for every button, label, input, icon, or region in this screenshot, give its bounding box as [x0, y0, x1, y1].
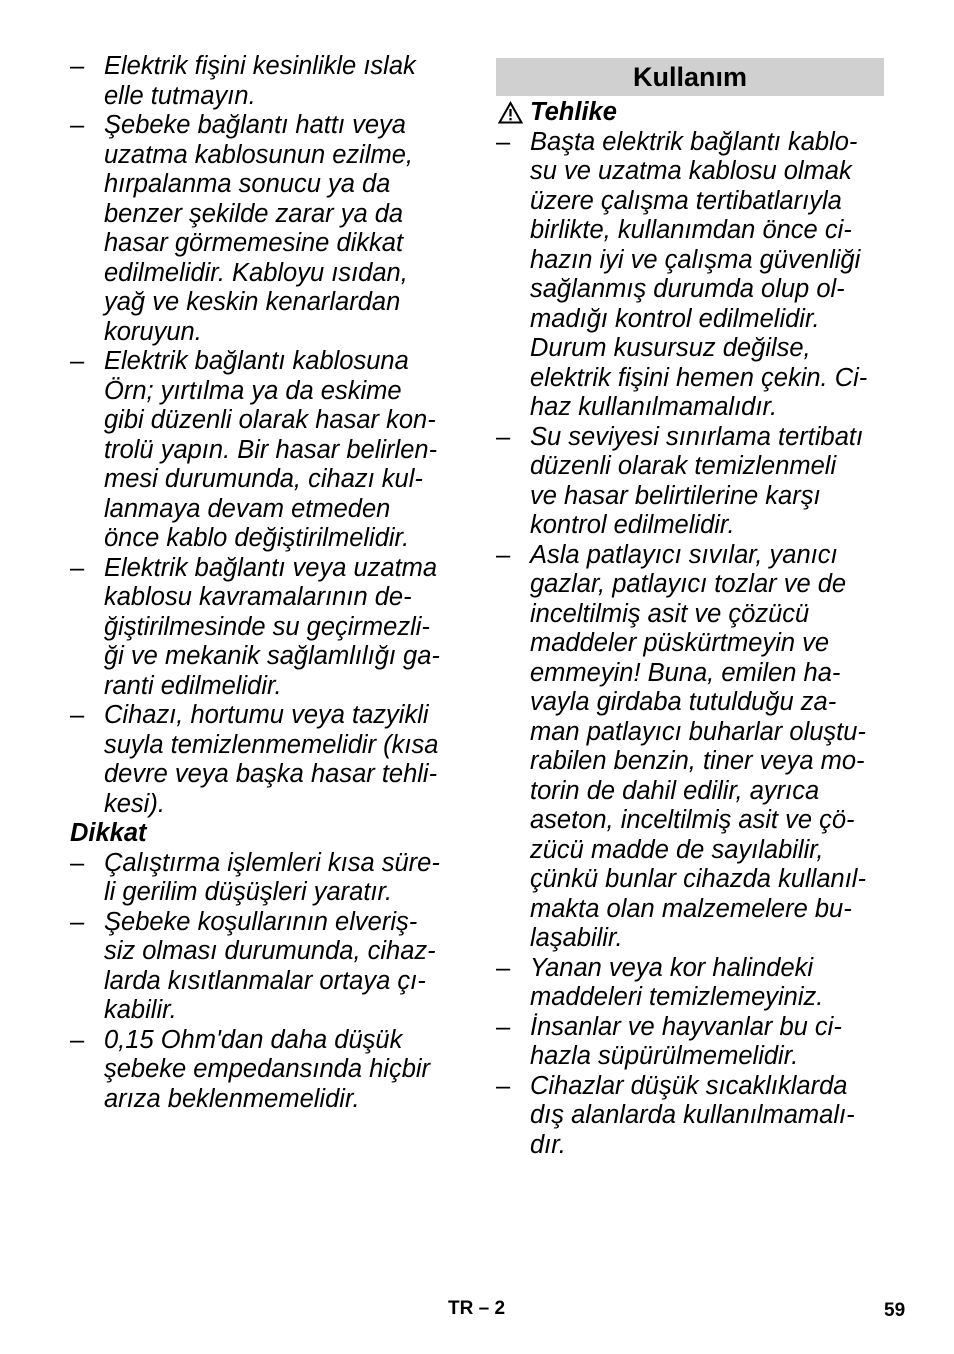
list-item	[70, 111, 462, 347]
left-column	[70, 52, 462, 1114]
bullet-dash: –	[70, 52, 85, 80]
bullet-dash: –	[496, 422, 511, 451]
right-column	[496, 52, 884, 1160]
bullet-dash: –	[496, 540, 511, 569]
list-item	[496, 954, 884, 1013]
list-item	[70, 554, 462, 702]
tehlike-heading: Tehlike	[530, 98, 617, 126]
bullet-dash: –	[496, 953, 511, 982]
bullet-dash: –	[70, 347, 85, 375]
list-item	[70, 908, 462, 1026]
list-item-text: Şebeke bağlantı hattı veya uzatma kablosunun ezilme, hırpalanma sonucu ya da benzer şekilde zarar ya da hasar görmemesine dikkat edilmelidir. Kabloyu ısıdan, yağ ve keskin kenarlardan koruyun.	[104, 111, 414, 346]
footer-section-label: TR – 2	[448, 1298, 506, 1319]
list-item	[70, 52, 462, 111]
warning-triangle-icon	[498, 101, 523, 124]
bullet-dash: –	[496, 127, 511, 156]
list-item	[496, 541, 884, 954]
list-item-text: İnsanlar ve hayvanlar bu ci- hazla süpürülmemelidir.	[530, 1012, 842, 1070]
list-item	[70, 849, 462, 908]
bullet-dash: –	[496, 1012, 511, 1041]
tehlike-warning	[496, 98, 884, 128]
list-item-text: Çalıştırma işlemleri kısa süre- li gerilim düşüşleri yaratır.	[104, 848, 440, 906]
bullet-dash: –	[70, 553, 85, 582]
bullet-dash: –	[496, 1071, 511, 1100]
list-item	[70, 347, 462, 554]
bullet-dash: –	[70, 848, 85, 877]
list-item	[70, 1026, 462, 1115]
section-title: Kullanım	[496, 58, 884, 96]
list-item-text: Elektrik bağlantı veya uzatma kablosu kavramalarının de- ğiştirilmesinde su geçirmezli- ği ve mekanik sağlamlılığı ga- ranti edilmelidir.	[104, 553, 440, 700]
list-item-text: 0,15 Ohm'dan daha düşük şebeke empedansında hiçbir arıza beklenmemelidir.	[104, 1025, 431, 1113]
list-item	[496, 1072, 884, 1161]
list-item-text: Elektrik bağlantı kablosuna Örn; yırtılma ya da eskime gibi düzenli olarak hasar kon- trolü yapın. Bir hasar belirlen- mesi durumunda, cihazı kul- lanmaya devam etmeden önce kablo değiştirilmelidir.	[104, 347, 438, 552]
list-item	[70, 701, 462, 819]
list-item	[496, 423, 884, 541]
list-item-text: Cihazı, hortumu veya tazyikli suyla temizlenmemelidir (kısa devre veya başka hasar tehli- kesi).	[104, 701, 439, 818]
list-item	[496, 1013, 884, 1072]
list-item-text: Elektrik fişini kesinlikle ıslak elle tutmayın.	[104, 52, 416, 110]
bullet-dash: –	[70, 701, 85, 729]
list-item	[496, 128, 884, 423]
list-item-text: Asla patlayıcı sıvılar, yanıcı gazlar, patlayıcı tozlar ve de inceltilmiş asit ve çözücü maddeler püskürtmeyin ve emmeyin! Buna, emilen ha- vayla girdaba tutulduğu za- man patlayıcı buharlar oluştu- rabilen benzin, tiner veya mo- torin de dahil edilir, ayrıca aseton, inceltilmiş asit ve çö- zücü madde de sayılabilir, çünkü bunlar cihazda kullanıl- makta olan malzemelere bu- laşabilir.	[530, 540, 866, 952]
bullet-dash: –	[70, 907, 85, 936]
list-item-text: Şebeke koşullarının elveriş- siz olması durumunda, cihaz- larda kısıtlanmalar ortaya çı- kabilir.	[104, 907, 436, 1024]
list-item-text: Su seviyesi sınırlama tertibatı düzenli olarak temizlenmeli ve hasar belirtilerine karşı kontrol edilmelidir.	[530, 422, 864, 539]
page-number: 59	[884, 1300, 906, 1321]
dikkat-heading: Dikkat	[70, 819, 147, 847]
list-item-text: Yanan veya kor halindeki maddeleri temizlemeyiniz.	[530, 953, 824, 1011]
bullet-dash: –	[70, 111, 85, 139]
bullet-dash: –	[70, 1025, 85, 1054]
list-item-text: Başta elektrik bağlantı kablo- su ve uzatma kablosu olmak üzere çalışma tertibatlarıyla birlikte, kullanımdan önce ci- hazın iyi ve çalışma güvenliği sağlanmış durumda olup ol- madığı kontrol edilmelidir. Durum kusursuz değilse, elektrik fişini hemen çekin. Ci- haz kullanılmamalıdır.	[530, 127, 868, 421]
list-item-text: Cihazlar düşük sıcaklıklarda dış alanlarda kullanılmamalı- dır.	[530, 1071, 855, 1159]
